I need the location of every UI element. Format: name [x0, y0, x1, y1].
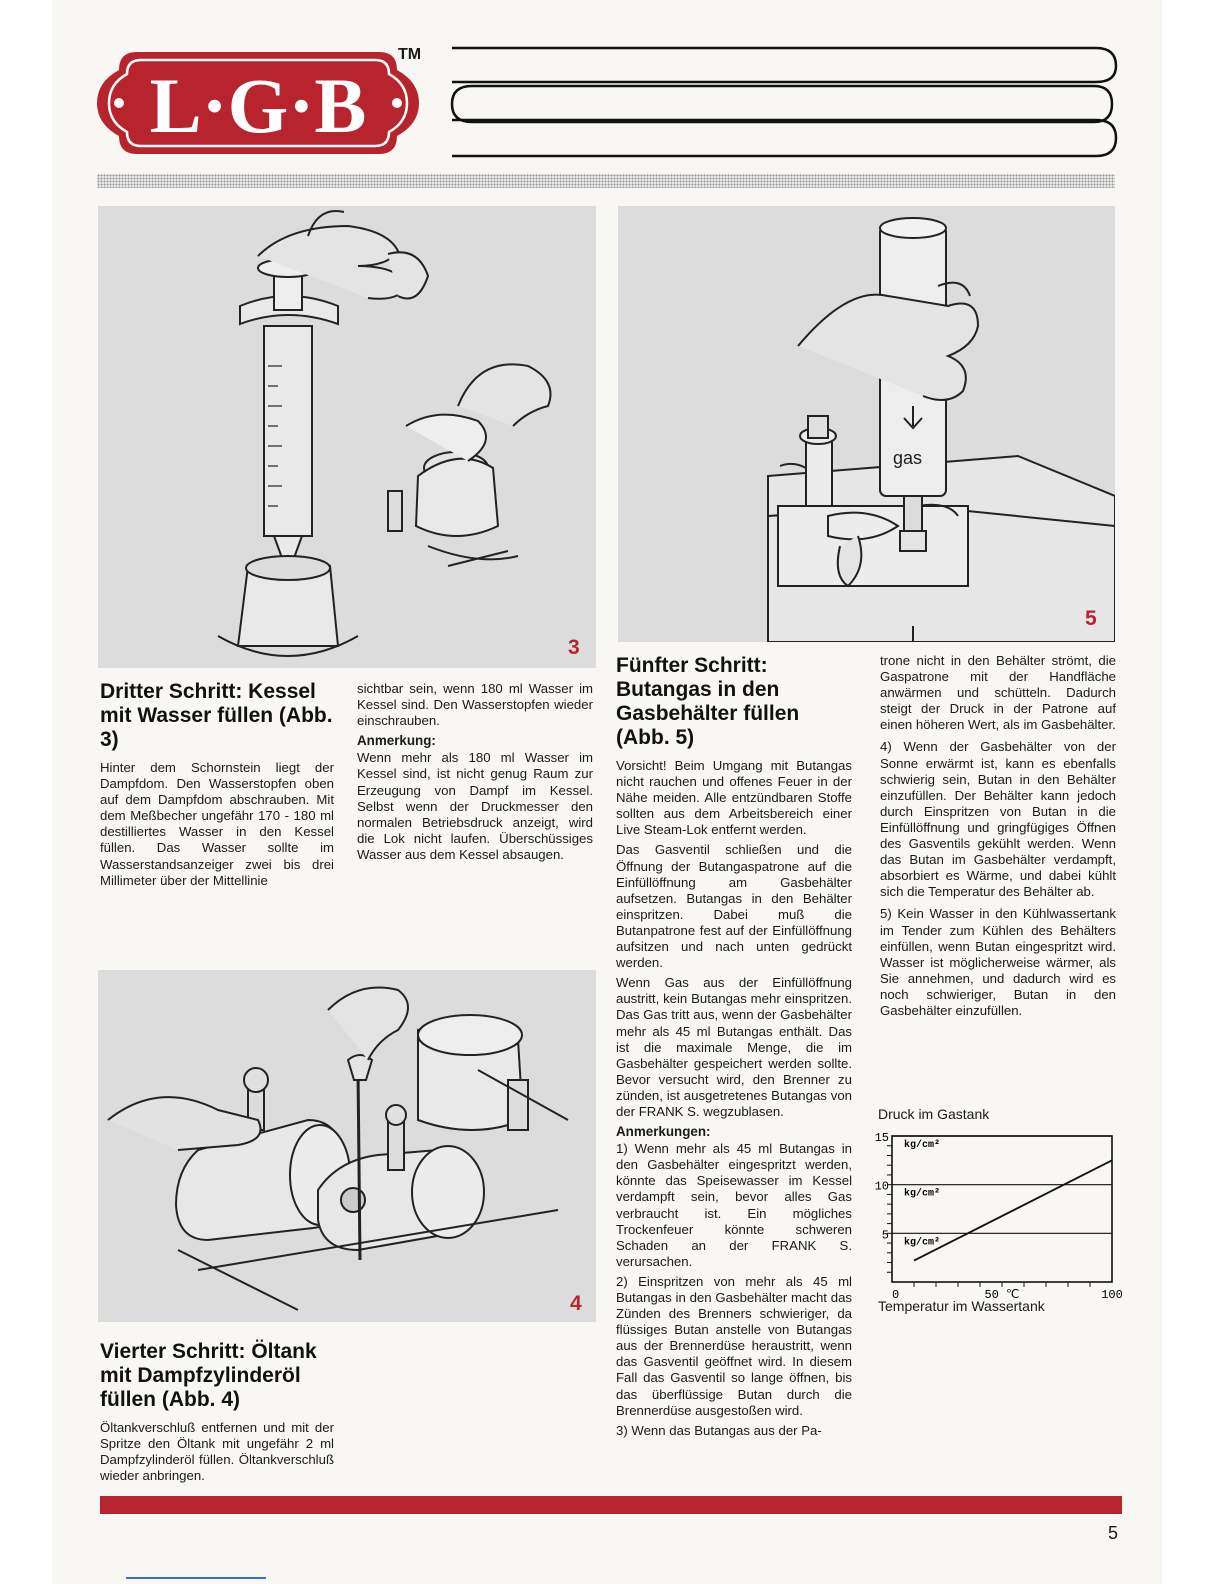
step-5-text: Das Gasventil schließen und die Öffnung der Butangaspatrone auf die Einfüllöffnung am Gasbehälter aufsetzen. Butangas in den Behälter einspritzen. Dabei muß die Butanpatrone fest auf der Einfüllöffnung aufsitzen und nach unten gedrückt werden. — [616, 842, 852, 971]
lgb-logo — [97, 46, 422, 158]
y-unit-label: kg/cm² — [904, 1188, 941, 1200]
footer-red-bar — [100, 1496, 1122, 1514]
page-number: 5 — [1108, 1523, 1119, 1543]
step-3-text: Hinter dem Schornstein liegt der Dampfdom. Den Wasserstopfen oben auf dem Dampfdom abschrauben. Mit dem Meßbecher ungefähr 170 - 180 ml destilliertes Wasser in den Kessel füllen. Das Wasser sollte im Wasserstandsanzeiger zwei bis drei Millimeter über der Mittellinie — [100, 760, 334, 888]
notes-heading: Anmerkungen: — [616, 1124, 711, 1140]
y-unit-label: kg/cm² — [904, 1237, 941, 1249]
note-5: 5) Kein Wasser in den Kühlwassertank im Tender zum Kühlen des Behälters einfüllen, wenn Butan eingespritzt wird. Wasser ist möglicherweise wärmer, als Sie annehmen, und dadurch wird es noch schwieriger, Butan in den Gasbehälter einzufüllen. — [880, 906, 1116, 1018]
column-1-lower — [100, 1340, 334, 1488]
chart-xlabel: Temperatur im Wassertank — [878, 1298, 1045, 1314]
footer-blue-line — [126, 1577, 266, 1579]
logo-text: L·G·B — [149, 62, 367, 149]
column-1 — [100, 680, 334, 893]
note-4: 4) Wenn der Gasbehälter von der Sonne erwärmt ist, kann es ebenfalls schwierig sein, Butan in den Behälter einzufüllen. Der Behälter kann jedoch durch Einspritzen von Butan in die Einfüllöffnung und gringfügiges Öffnen des Gasventils gekühlt werden. Wenn das Butan im Gasbehälter verdampft, absorbiert es Wärme, und dabei kühlt sich die Temperatur des Behälter ab. — [880, 739, 1116, 900]
y-tick-label: 10 — [874, 1179, 889, 1194]
figure-4-number: 4 — [570, 1292, 582, 1315]
step-4-text: Öltankverschluß entfernen und mit der Spritze den Öltank mit ungefähr 2 ml Dampfzylinderöl füllen. Öltankverschluß wieder anbringen. — [100, 1420, 334, 1484]
step-3-text-cont: sichtbar sein, wenn 180 ml Wasser im Kessel sind. Den Wasserstopfen wieder einschrauben. — [357, 681, 593, 729]
figure-5-gas-cartridge-illustration — [618, 206, 1115, 642]
column-2 — [357, 681, 593, 867]
x-tick-label: 50 ℃ — [984, 1288, 1020, 1302]
note-3-cont: trone nicht in den Behälter strömt, die Gaspatrone mit der Handfläche anwärmen und schütteln. Dadurch steigt der Druck in der Patrone auf einen höheren Wert, als im Gasbehälter. — [880, 653, 1116, 733]
step-5-warning: Vorsicht! Beim Umgang mit Butangas nicht rauchen und offenes Feuer in der Nähe meiden. Alle entzündbaren Stoffe sollten aus dem Arbeitsbereich einer Live Steam-Lok entfernt werden. — [616, 758, 852, 838]
dotted-band — [97, 174, 1115, 188]
figure-5-number: 5 — [1085, 607, 1097, 630]
x-tick-label: 100 — [1101, 1288, 1123, 1302]
y-tick-label: 5 — [881, 1228, 889, 1243]
gas-label: gas — [893, 448, 923, 468]
figure-3-syringe-illustration — [98, 206, 596, 668]
heading-step-4: Vierter Schritt: Öltank mit Dampfzylinderöl füllen (Abb. 4) — [100, 1340, 317, 1411]
y-tick-label: 15 — [874, 1131, 889, 1145]
chart-frame — [892, 1136, 1112, 1282]
figure-4-oil-tank-illustration — [98, 970, 596, 1322]
header-rules — [448, 46, 1120, 162]
chart-plot — [870, 1124, 1130, 1302]
column-3 — [616, 654, 852, 1443]
figure-3-number: 3 — [568, 636, 580, 659]
x-tick-label: 0 — [892, 1288, 900, 1302]
column-4 — [880, 653, 1116, 1023]
step-5-text-2: Wenn Gas aus der Einfüllöffnung austritt, kein Butangas mehr einspritzen. Das Gas tritt aus, wenn der Gasbehälter mehr als 45 ml Butangas enthält. Das ist die maximale Menge, die im Gasbehälter gespeichert werden sollte. Bevor versucht wird, den Brenner zu zünden, ist ausgetretenes Butangas von der FRANK S. wegzublasen. — [616, 975, 852, 1119]
note-1: 1) Wenn mehr als 45 ml Butangas in den Gasbehälter eingespritzt werden, könnte das Speisewasser im Kessel verdampft sein, bevor alles Gas verbraucht ist. Ein mögliches Trockenfeuer könnte schweren Schaden an der FRANK S. verursachen. — [616, 1141, 852, 1269]
note-2: 2) Einspritzen von mehr als 45 ml Butangas in den Gasbehälter macht das Zünden des Brenners schwieriger, da flüssiges Butan anstelle von Butangas aus der Brennerdüse heraustritt, wenn das Gasventil geöffnet wird. In diesem Fall das Gasventil so lange öffnen, bis das überflüssige Butan durch die Brennerdüse ausgestoßen wird. — [616, 1273, 852, 1418]
pressure-chart — [870, 1106, 1130, 1326]
heading-step-3: Dritter Schritt: Kessel mit Wasser füllen (Abb. 3) — [100, 680, 333, 751]
chart-title: Druck im Gastank — [878, 1106, 990, 1122]
trademark: TM — [398, 46, 422, 63]
step-3-note: Wenn mehr als 180 ml Wasser im Kessel sind, ist nicht genug Raum zur Erzeugung von Dampf im Kessel. Selbst wenn der Druckmesser den normalen Betriebsdruck anzeigt, wird die Lok nicht laufen. Überschüssiges Wasser aus dem Kessel absaugen. — [357, 750, 593, 862]
series-line-pressure — [914, 1160, 1112, 1260]
note-heading: Anmerkung: — [357, 733, 436, 749]
note-3: 3) Wenn das Butangas aus der Pa- — [616, 1422, 822, 1438]
heading-step-5: Fünfter Schritt: Butangas in den Gasbehälter füllen (Abb. 5) — [616, 654, 800, 749]
y-unit-label: kg/cm² — [904, 1140, 941, 1151]
